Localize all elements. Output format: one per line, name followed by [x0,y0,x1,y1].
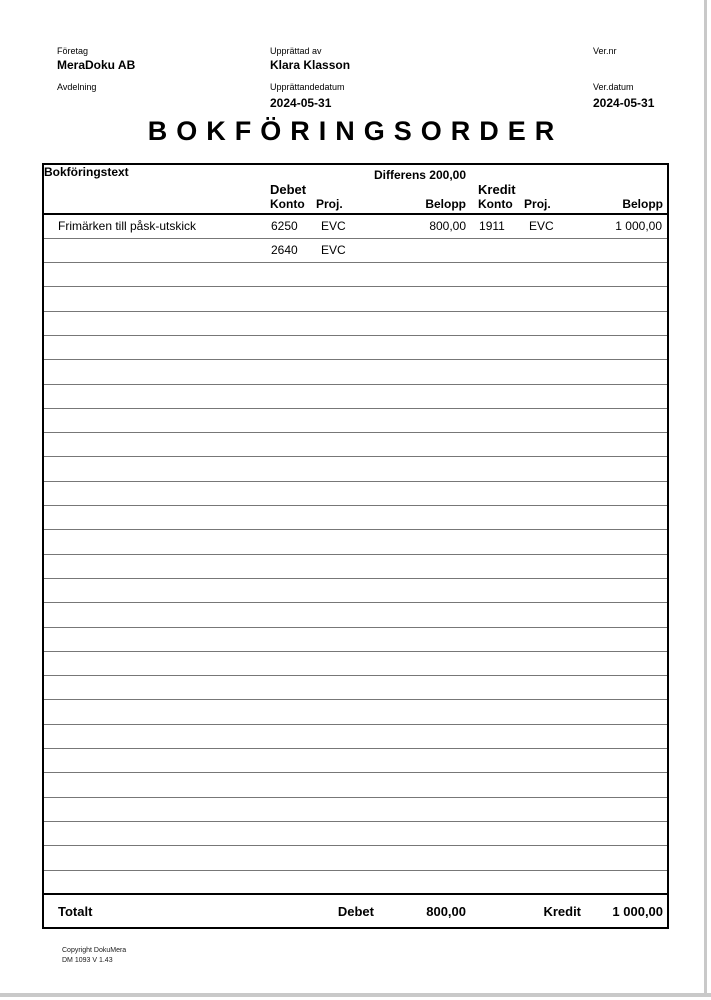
cell-text [43,384,263,408]
cell-d-belopp [376,384,471,408]
cell-k-konto [471,627,516,651]
cell-d-belopp [376,846,471,870]
cell-text [43,749,263,773]
cell-text [43,627,263,651]
cell-k-konto: 1911 [471,214,516,238]
cell-d-konto: 6250 [263,214,308,238]
cell-d-konto [263,408,308,432]
debet-header-cell [263,164,471,214]
cell-d-proj [308,481,376,505]
cell-text [43,506,263,530]
cell-k-belopp [583,676,668,700]
total-debet-label: Debet [337,903,374,919]
cell-text [43,821,263,845]
cell-d-proj [308,506,376,530]
cell-k-konto [471,676,516,700]
cell-k-belopp [583,846,668,870]
cell-k-proj [516,749,583,773]
cell-d-konto [263,506,308,530]
cell-text [43,724,263,748]
totals-row [43,894,668,928]
cell-k-proj [516,481,583,505]
cell-d-proj [308,676,376,700]
cell-d-belopp [376,700,471,724]
cell-k-konto [471,238,516,262]
cell-d-konto [263,554,308,578]
cell-d-belopp [376,287,471,311]
cell-k-belopp [583,603,668,627]
company-label: Företag [57,46,89,56]
cell-k-proj: EVC [516,214,583,238]
cell-k-konto [471,821,516,845]
cell-d-belopp [376,603,471,627]
cell-d-konto: 2640 [263,238,308,262]
cell-k-belopp [583,506,668,530]
debet-subheaders [263,197,471,213]
table-row [43,238,668,262]
cell-text [43,676,263,700]
cell-text [43,797,263,821]
cell-k-belopp [583,700,668,724]
cell-d-konto [263,676,308,700]
table-row [43,651,668,675]
cell-k-proj [516,651,583,675]
cell-text [43,263,263,287]
cell-k-proj [516,870,583,894]
cell-k-belopp [583,749,668,773]
cell-d-proj [308,846,376,870]
cell-d-belopp [376,797,471,821]
total-debet-cell [263,894,471,928]
cell-k-belopp [583,554,668,578]
cell-d-belopp [376,651,471,675]
page-edge-right [704,0,707,994]
cell-d-belopp [376,263,471,287]
table-row [43,870,668,894]
cell-k-proj [516,554,583,578]
cell-k-proj [516,506,583,530]
debet-belopp-header: Belopp [425,197,466,211]
cell-d-belopp [376,554,471,578]
cell-k-belopp [583,651,668,675]
cell-d-proj [308,651,376,675]
cell-d-belopp [376,821,471,845]
cell-text [43,360,263,384]
table-row [43,554,668,578]
cell-d-konto [263,287,308,311]
cell-k-konto [471,481,516,505]
kredit-header-cell [471,164,668,214]
cell-k-belopp [583,457,668,481]
differens-value: Differens 200,00 [373,168,467,182]
cell-k-proj [516,408,583,432]
cell-text [43,700,263,724]
cell-k-belopp [583,335,668,359]
cell-k-konto [471,335,516,359]
cell-d-belopp: 800,00 [376,214,471,238]
cell-k-belopp [583,724,668,748]
table-header-row [43,164,668,214]
table-row [43,603,668,627]
ver-nr-label: Ver.nr [593,46,617,56]
department-label: Avdelning [57,82,97,92]
created-date-label: Upprättandedatum [270,82,345,92]
cell-k-proj [516,287,583,311]
cell-d-proj [308,578,376,602]
debet-section-label: Debet [270,182,307,197]
cell-d-konto [263,311,308,335]
cell-d-proj [308,335,376,359]
page-title: BOKFÖRINGSORDER [147,116,564,146]
table-row [43,700,668,724]
ver-date-label: Ver.datum [593,82,634,92]
ver-date-value: 2024-05-31 [593,96,655,110]
cell-k-belopp: 1 000,00 [583,214,668,238]
cell-d-belopp [376,433,471,457]
cell-k-belopp [583,773,668,797]
cell-text [43,578,263,602]
created-by-label: Upprättad av [270,46,322,56]
cell-k-belopp [583,433,668,457]
cell-d-proj [308,287,376,311]
cell-d-proj [308,433,376,457]
cell-k-belopp [583,481,668,505]
cell-k-proj [516,846,583,870]
cell-k-proj [516,627,583,651]
cell-k-proj [516,724,583,748]
cell-k-konto [471,360,516,384]
total-kredit-cell [471,894,668,928]
cell-k-konto [471,773,516,797]
cell-d-konto [263,821,308,845]
cell-d-proj [308,700,376,724]
cell-d-proj [308,457,376,481]
cell-d-belopp [376,335,471,359]
cell-d-proj [308,627,376,651]
table-row [43,457,668,481]
cell-k-konto [471,554,516,578]
cell-k-proj [516,578,583,602]
cell-d-proj [308,384,376,408]
cell-d-belopp [376,773,471,797]
cell-d-konto [263,481,308,505]
total-kredit-value: 1 000,00 [612,903,664,919]
cell-k-proj [516,335,583,359]
cell-k-proj [516,360,583,384]
kredit-proj-header: Proj. [524,197,551,211]
cell-k-belopp [583,287,668,311]
table-row [43,676,668,700]
cell-k-konto [471,578,516,602]
cell-d-konto [263,870,308,894]
cell-k-belopp [583,627,668,651]
cell-d-proj [308,408,376,432]
cell-d-belopp [376,408,471,432]
cell-d-proj [308,530,376,554]
cell-d-konto [263,651,308,675]
table-row [43,846,668,870]
cell-k-proj [516,433,583,457]
cell-d-konto [263,724,308,748]
cell-k-belopp [583,311,668,335]
cell-d-konto [263,578,308,602]
table-row [43,773,668,797]
cell-k-konto [471,311,516,335]
cell-k-proj [516,457,583,481]
cell-d-proj: EVC [308,214,376,238]
cell-k-konto [471,749,516,773]
table-row [43,506,668,530]
cell-k-proj [516,797,583,821]
cell-k-konto [471,724,516,748]
cell-k-konto [471,408,516,432]
cell-d-belopp [376,360,471,384]
cell-d-konto [263,773,308,797]
cell-k-konto [471,287,516,311]
cell-text [43,408,263,432]
cell-k-konto [471,846,516,870]
cell-k-belopp [583,360,668,384]
cell-k-proj [516,311,583,335]
table-row [43,408,668,432]
cell-d-belopp [376,481,471,505]
cell-d-proj [308,773,376,797]
cell-d-konto [263,749,308,773]
cell-k-belopp [583,263,668,287]
cell-k-belopp [583,238,668,262]
cell-text [43,433,263,457]
cell-d-proj [308,749,376,773]
cell-d-belopp [376,749,471,773]
table-row [43,797,668,821]
cell-d-konto [263,335,308,359]
cell-text [43,481,263,505]
table-row [43,749,668,773]
kredit-belopp-header: Belopp [622,197,664,211]
table-row [43,433,668,457]
table-body [43,214,668,894]
cell-text [43,335,263,359]
table-row [43,578,668,602]
debet-konto-header: Konto [270,197,305,211]
cell-k-proj [516,773,583,797]
created-by-value: Klara Klasson [270,58,351,72]
table-row [43,384,668,408]
created-date-value: 2024-05-31 [270,96,332,110]
cell-d-belopp [376,311,471,335]
cell-text [43,846,263,870]
cell-k-konto [471,797,516,821]
cell-d-konto [263,603,308,627]
cell-d-belopp [376,457,471,481]
cell-k-konto [471,384,516,408]
cell-k-konto [471,433,516,457]
cell-text [43,457,263,481]
cell-d-konto [263,846,308,870]
cell-d-belopp [376,870,471,894]
cell-k-proj [516,676,583,700]
cell-d-proj [308,797,376,821]
cell-d-konto [263,457,308,481]
cell-d-belopp [376,530,471,554]
cell-text [43,554,263,578]
table-row [43,360,668,384]
cell-k-proj [516,384,583,408]
cell-d-proj: EVC [308,238,376,262]
cell-k-konto [471,530,516,554]
cell-d-belopp [376,627,471,651]
cell-k-konto [471,506,516,530]
table-row [43,724,668,748]
company-value: MeraDoku AB [57,58,136,72]
cell-k-belopp [583,821,668,845]
total-label: Totalt [43,894,263,928]
cell-d-proj [308,311,376,335]
cell-d-konto [263,433,308,457]
cell-d-belopp [376,578,471,602]
cell-d-konto [263,627,308,651]
kredit-section-label: Kredit [478,182,516,197]
cell-d-konto [263,360,308,384]
cell-d-konto [263,797,308,821]
cell-k-belopp [583,870,668,894]
column-header-bokforingstext: Bokföringstext [43,164,263,214]
table-row [43,530,668,554]
cell-k-proj [516,700,583,724]
table-row [43,335,668,359]
cell-text [43,287,263,311]
cell-d-konto [263,530,308,554]
total-debet-value: 800,00 [426,903,466,919]
cell-k-konto [471,603,516,627]
cell-k-belopp [583,408,668,432]
cell-k-proj [516,238,583,262]
cell-d-belopp [376,724,471,748]
cell-k-belopp [583,578,668,602]
cell-k-konto [471,457,516,481]
debet-proj-header: Proj. [316,197,343,211]
cell-text [43,530,263,554]
table-row [43,214,668,238]
cell-d-proj [308,870,376,894]
voucher-table [42,163,669,929]
table-row [43,287,668,311]
cell-d-proj [308,360,376,384]
cell-d-proj [308,603,376,627]
cell-d-proj [308,821,376,845]
kredit-konto-header: Konto [478,197,513,211]
cell-d-konto [263,384,308,408]
cell-text [43,603,263,627]
cell-k-proj [516,530,583,554]
cell-text [43,651,263,675]
cell-k-konto [471,870,516,894]
cell-text [43,311,263,335]
cell-k-belopp [583,530,668,554]
cell-k-konto [471,263,516,287]
table-row [43,821,668,845]
cell-k-konto [471,651,516,675]
cell-d-proj [308,554,376,578]
cell-k-belopp [583,384,668,408]
cell-text [43,238,263,262]
table-row [43,263,668,287]
cell-k-proj [516,263,583,287]
cell-d-proj [308,263,376,287]
cell-d-belopp [376,676,471,700]
cell-text: Frimärken till påsk-utskick [43,214,263,238]
cell-k-proj [516,821,583,845]
cell-k-konto [471,700,516,724]
copyright-text: Copyright DokuMera [62,947,127,954]
page-edge-bottom [0,993,711,997]
table-row [43,481,668,505]
kredit-subheaders [471,197,667,213]
table-row [43,627,668,651]
table-row [43,311,668,335]
total-kredit-label: Kredit [543,903,582,919]
cell-d-belopp [376,506,471,530]
cell-d-belopp [376,238,471,262]
cell-k-proj [516,603,583,627]
document-version-text: DM 1093 V 1.43 [62,957,113,964]
cell-text [43,773,263,797]
cell-text [43,870,263,894]
cell-d-proj [308,724,376,748]
cell-k-belopp [583,797,668,821]
cell-d-konto [263,263,308,287]
cell-d-konto [263,700,308,724]
